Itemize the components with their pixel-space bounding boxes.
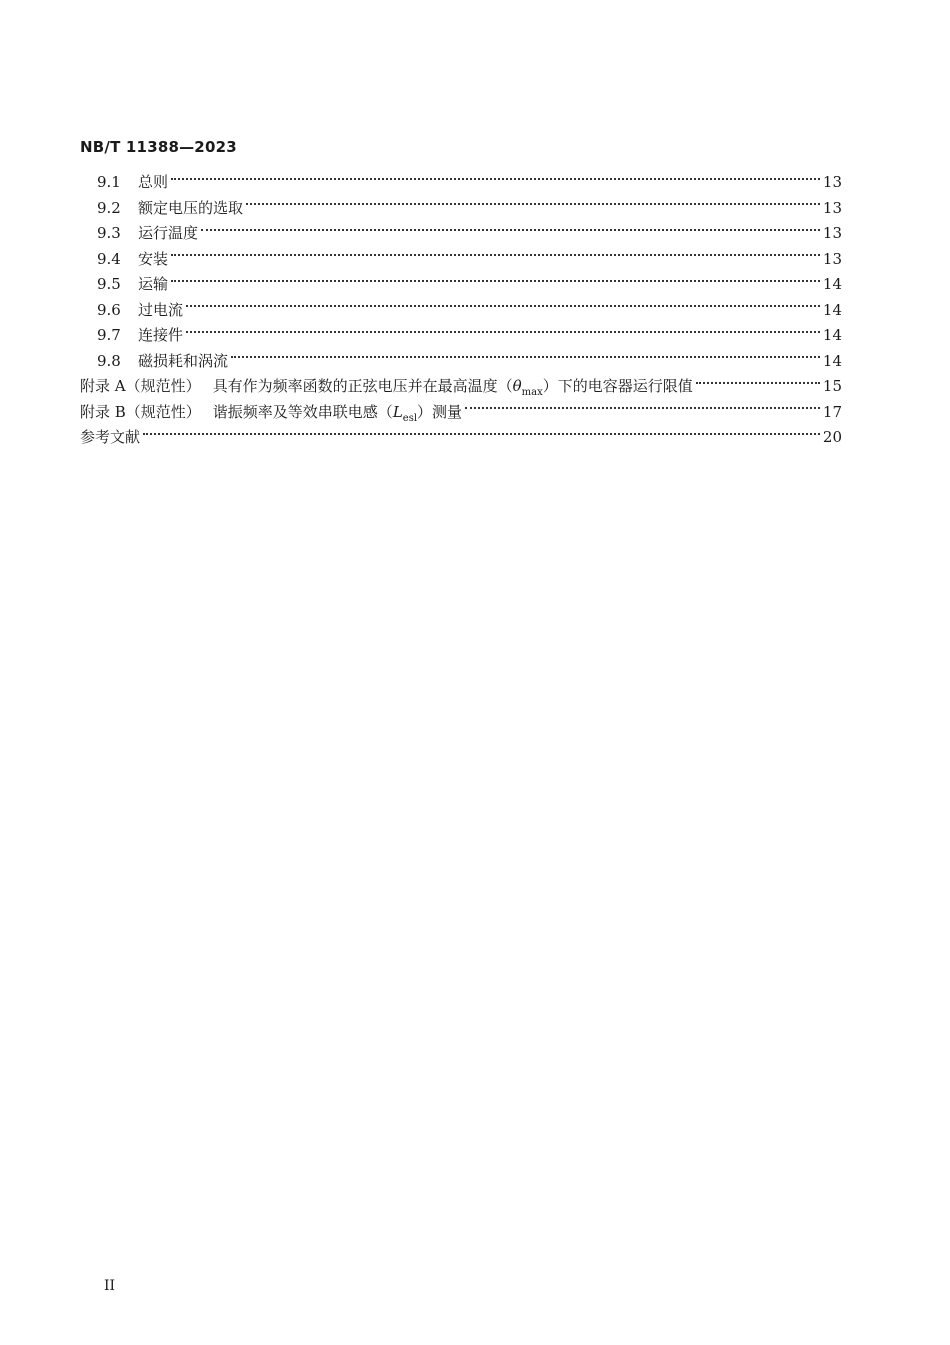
page-ref: 13 [822,198,842,217]
appendix-label: 附录 B（规范性） [80,402,201,421]
symbol-subscript: max [521,387,543,398]
dot-leader [186,331,820,333]
references-title: 参考文献 [80,428,141,446]
toc-entry-9-7[interactable] [80,323,842,349]
l-symbol: L [392,402,403,421]
table-of-contents [80,170,842,451]
section-title: 运输 [138,275,169,293]
section-number: 9.2 [97,198,121,217]
section-number: 9.1 [97,173,121,191]
section-number: 9.8 [97,351,121,370]
section-title: 运行温度 [138,224,199,242]
section-number: 9.5 [97,275,121,293]
dot-leader [231,356,820,358]
toc-entry-9-5[interactable] [80,272,842,298]
section-number: 9.7 [97,326,121,344]
standard-code-header: NB/T 11388—2023 [80,138,237,156]
symbol-subscript: esl [402,412,418,424]
section-title: 安装 [138,249,169,268]
dot-leader [143,433,820,435]
page-number: II [104,1278,116,1294]
section-title: 磁损耗和涡流 [138,351,229,370]
dot-leader [171,254,820,256]
dot-leader [696,382,820,384]
appendix-title-text-end: ）测量 [417,402,463,421]
dot-leader [186,305,820,307]
appendix-title-text-end: ）下的电容器运行限值 [542,377,693,395]
toc-entry-9-4[interactable] [80,247,842,273]
section-title: 连接件 [138,326,184,344]
toc-entry-9-2[interactable] [80,196,842,222]
page-ref: 13 [822,224,842,242]
page-ref: 14 [822,326,842,344]
toc-entry-9-3[interactable] [80,221,842,247]
toc-entry-9-1[interactable] [80,170,842,196]
toc-entry-9-8[interactable] [80,349,842,375]
appendix-label: 附录 A（规范性） [80,377,201,395]
toc-entry-appendix-b[interactable] [80,400,842,426]
appendix-title-text: 具有作为频率函数的正弦电压并在最高温度（ [212,377,513,395]
page-ref: 14 [822,275,842,293]
section-title: 额定电压的选取 [138,198,244,217]
dot-leader [171,280,820,282]
section-number: 9.4 [97,249,121,268]
page-ref: 20 [822,428,842,446]
dot-leader [465,407,820,409]
appendix-title [213,400,462,432]
appendix-title-text: 谐振频率及等效串联电感（ [212,402,393,421]
page-ref: 13 [822,173,842,191]
section-number: 9.3 [97,224,121,242]
toc-entry-9-6[interactable] [80,298,842,324]
dot-leader [171,178,820,180]
page-ref: 14 [822,300,842,319]
theta-symbol: θ [512,377,522,395]
page-ref: 13 [822,249,842,268]
section-title: 过电流 [138,300,184,319]
section-number: 9.6 [97,300,121,319]
page-ref: 15 [822,377,842,395]
toc-entry-appendix-a[interactable] [80,374,842,400]
page-ref: 14 [822,351,842,370]
section-title: 总则 [138,173,169,191]
dot-leader [246,203,820,205]
page-ref: 17 [822,402,842,421]
dot-leader [201,229,820,231]
